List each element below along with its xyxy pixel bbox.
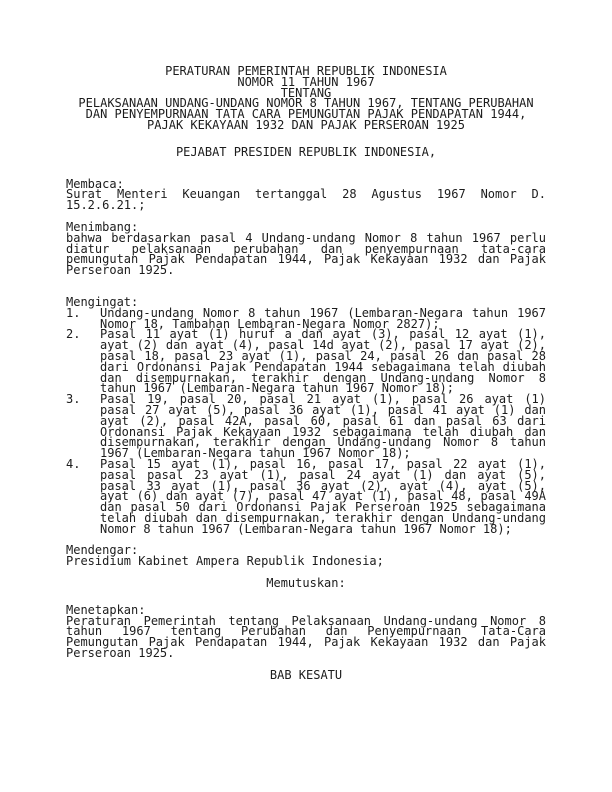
mengingat-item-3-text: Pasal 19, pasal 20, pasal 21 ayat (1), pasal 26 ayat (1) pasal 27 ayat (5), pasal 36 ayat (1), pasal 41 ayat (1) dan ayat (2), pasal 42A, pasal 60, pasal 61 dan pasal 63 dari Ordonansi Pajak Kekayaan 1932 sebagaimana telah diubah dan disempurnakan, terakhir dengan Undang-undang Nomor 8 tahun 1967 (Lembaran-Negara tahun 1967 Nomor 18);	[100, 392, 546, 461]
mengingat-item-1-number: 1.	[66, 305, 81, 320]
issuing-authority-line: PEJABAT PRESIDEN REPUBLIK INDONESIA,	[175, 144, 437, 159]
title-line-4: PELAKSANAAN UNDANG-UNDANG NOMOR 8 TAHUN 1967, TENTANG PERUBAHAN	[78, 96, 534, 111]
mengingat-item-3	[66, 394, 546, 459]
document-title-block	[66, 66, 546, 131]
section-menimbang	[66, 219, 546, 278]
membaca-body: Surat Menteri Keuangan tertanggal 28 Agustus 1967 Nomor D. 15.2.6.21.;	[66, 187, 546, 213]
mengingat-item-1-text: Undang-undang Nomor 8 tahun 1967 (Lembaran-Negara tahun 1967 Nomor 18, Tambahan Lembaran-Negara Nomor 2827);	[100, 305, 546, 331]
mengingat-item-4-number: 4.	[66, 456, 81, 471]
membaca-label: Membaca:	[66, 176, 124, 191]
menimbang-body: bahwa berdasarkan pasal 4 Undang-undang Nomor 8 tahun 1967 perlu diatur pelaksanaan perubahan dan penyempurnaan tata-cara pemungutan Pajak Pendapatan 1944, Pajak Kekayaan 1932 dan Pajak Perseroan 1925.	[66, 230, 546, 278]
title-line-5: DAN PENYEMPURNAAN TATA CARA PEMUNGUTAN PAJAK PENDAPATAN 1944,	[85, 107, 527, 122]
section-mendengar	[66, 545, 546, 567]
mengingat-item-4	[66, 456, 546, 536]
section-mengingat	[66, 294, 546, 536]
menimbang-label: Menimbang:	[66, 219, 139, 234]
title-line-1: PERATURAN PEMERINTAH REPUBLIK INDONESIA	[165, 64, 447, 78]
mengingat-item-4-text: Pasal 15 ayat (1), pasal 16, pasal 17, pasal 22 ayat (1), pasal pasal 23 ayat (1), pasal 24 ayat (1) dan ayat (5), pasal 33 ayat (1), pasal 36 ayat (2), ayat (4), ayat (5), ayat (6) dan ayat (7), pasal 47 ayat (1), pasal 48, pasal 49A dan pasal 50 dari Ordonansi Pajak Perseroan 1925 sebagaimana telah diubah dan disempurnakan, terakhir dengan Undang-undang Nomor 8 tahun 1967 (Lembaran-Negara tahun 1967 Nomor 18);	[100, 456, 546, 536]
mendengar-body: Presidium Kabinet Ampera Republik Indonesia;	[66, 554, 384, 569]
chapter-heading: BAB KESATU	[269, 667, 343, 682]
memutuskan-line: Memutuskan:	[266, 576, 346, 591]
title-line-3: TENTANG	[280, 85, 332, 100]
mengingat-item-3-number: 3.	[66, 392, 81, 407]
mengingat-label: Mengingat:	[66, 294, 139, 309]
title-line-6: PAJAK KEKAYAAN 1932 DAN PAJAK PERSEROAN 1925	[147, 117, 465, 132]
mengingat-item-1	[66, 305, 546, 331]
mendengar-label: Mendengar:	[66, 543, 139, 558]
menetapkan-label: Menetapkan:	[66, 602, 146, 617]
menetapkan-body: Peraturan Pemerintah tentang Pelaksanaan Undang-undang Nomor 8 tahun 1967 tentang Perubahan dan Penyempurnaan Tata-Cara Pemungutan Pajak Pendapatan 1944, Pajak Kekayaan 1932 dan Pajak Perseroan 1925.	[66, 613, 546, 661]
mengingat-item-2-text: Pasal 11 ayat (1) huruf a dan ayat (3), pasal 12 ayat (1), ayat (2) dan ayat (4), pasal 14d ayat (2), pasal 17 ayat (2), pasal 18, pasal 23 ayat (1), pasal 24, pasal 26 dan pasal 28 dari Ordonansi Pajak Pendapatan 1944 sebagaimana telah diubah dan disempurnakan, terakhir dengan Undang-undang Nomor 8 tahun 1967 (Lembaran-Negara tahun 1967 Nomor 18);	[100, 327, 546, 396]
section-menetapkan	[66, 602, 546, 661]
mengingat-item-2	[66, 329, 546, 394]
section-membaca	[66, 176, 546, 213]
mengingat-item-2-number: 2.	[66, 327, 81, 342]
title-line-2: NOMOR 11 TAHUN 1967	[237, 74, 375, 89]
